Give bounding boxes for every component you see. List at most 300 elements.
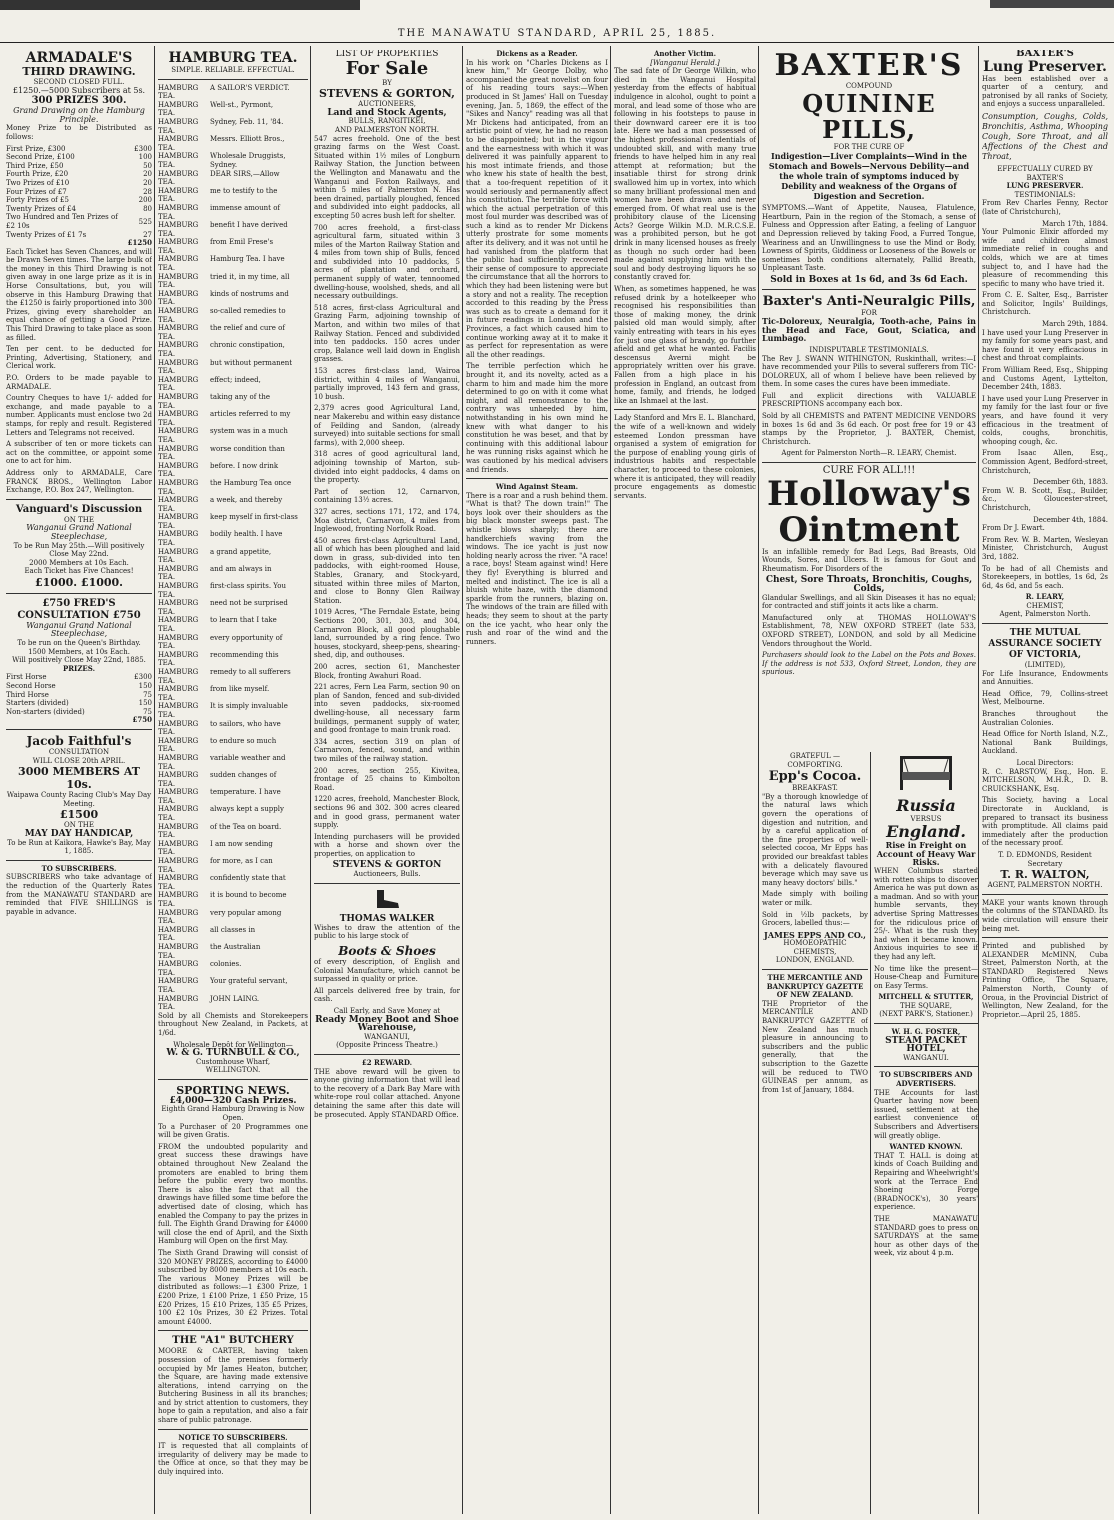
russia-text: WHEN Columbus started with rotten ships to discover America he was put down as a madman. And so with your humble servants, they advertise Spring Mattresses for the ridiculous price of 25/-. What is the rush they had when it became known. Anxious inquiries to see if they had any left. [874,866,978,961]
hamburg-text: to sailors, who have [210,719,281,728]
vanguard-date: To be Run May 25th.—Will positively Close May 22nd. [13,541,145,559]
hamburg-prefix: HAMBURG TEA. [158,478,199,496]
hamburg-prefix: HAMBURG TEA. [158,375,199,393]
fred-heading: £750 FRED'S CONSULTATION £750 [17,597,141,621]
property-item: 518 acres, first-class Agricultural and Grazing Farm, adjoining township of Marton, and within two miles of that Railway Station. Fenced and subdivided into ten paddocks. 150 acres under crop, Balance well laid down in English grasses. [314,303,460,364]
hamburg-line [158,634,308,651]
property-item: 700 acres freehold, a first-class agricultural farm, situated within 3 miles of the Marton Railway Station and 4 miles from town ship of Bulls, fenced and subdivided into 10 paddocks, 5 acres of plantation and orchard, permanent supply of water, tennoomed dwelling-house, woolshed, sheds, and all necessary outbuildings. [314,223,460,301]
hamburg-text: taking any of the [210,392,271,401]
wellington: WELLINGTON. [205,1066,261,1075]
prize-value: 20 [143,170,152,179]
intending: Intending purchasers will be provided with a horse and shown over the properties, on application to [314,832,460,858]
consumption: Consumption, Coughs, Colds, Bronchitis, Asthma, Whooping Cough, Sore Throat, and all Affections of the Chest and Throat, [982,111,1108,161]
hamburg-line [158,668,308,685]
another-heading: Another Victim. [653,50,717,58]
fred-race: Wanganui Grand National Steeplechase, [26,620,132,639]
hamburg-line [158,410,308,427]
prize-row [6,145,152,154]
hamburg-text: Your grateful servant, [210,977,288,986]
prize-total: £1250 [127,238,152,248]
purch: Purchasers should look to the Label on the Pots and Boxes. If the address is not 533, Oxford Street, London, they are spurious. [762,651,976,677]
hamburg-text: of the Tea on board. [210,822,282,831]
breakfast: BREAKFAST. [792,784,838,793]
property-item: 547 acres freehold. One of the best grazing farms on the West Coast. Situated within 1½ miles of Longburn Railway Station, the Junction between the Wellington and Manawatu and the Wanganui and Foxton Railways, and within 5 miles of Palmerston N. Has been drained, partially ploughed, fenced and subdivided into eight paddocks, all excepting 50 acres bush left for shelter. [314,134,460,220]
hamburg-prefix: HAMBURG TEA. [158,633,199,651]
hamburg-line [158,359,308,376]
hamburg-prefix: HAMBURG TEA. [158,736,199,754]
local: Local Directors: [1016,759,1074,767]
prize-row [6,162,152,171]
hamburg-text: sudden changes of [210,771,277,780]
hamburg-text: remedy to all sufferers [210,667,291,676]
hamburg-text: worse condition than [210,444,285,453]
hamburg-text: the Hamburg Tea once [210,478,292,487]
fred-date: To be run on the Queen's Birthday. [17,639,141,648]
prize-label: Forty Prizes of £5 [6,196,69,205]
walker-text: Wishes to draw the attention of the public to his large stock of [314,923,460,941]
sold-chem: Sold by all CHEMISTS and PATENT MEDICINE VENDORS in boxes 1s 6d and 3s 6d each. Or post free for 19 or 43 stamps by the Proprietor, J. BAXTER, Chemist, Christchurch. [762,412,976,446]
prize-label: Fourth Prize, £20 [6,170,69,179]
hamburg-text: tried it, in my time, all [210,272,290,281]
made: Made simply with boiling water or milk. [762,890,868,907]
property-item: Part of section 12, Carnarvon, containing 13½ acres. [314,487,460,505]
prize-label: First Prize, £300 [6,144,66,153]
hamburg-line [158,445,308,462]
hamburg-line [158,479,308,496]
jacob-heading: Jacob Faithful's [26,734,132,748]
property-list [314,135,460,830]
hamburg-text: all classes in [210,925,256,934]
hamburg-line [158,187,308,204]
ink-blot [990,0,1114,8]
second-closed: SECOND CLOSED FULL. [33,78,125,86]
third-drawing: THIRD DRAWING. [22,65,136,78]
date5: December 4th, 1884. [1033,515,1108,524]
hamburg-prefix: HAMBURG TEA. [158,547,199,565]
hamburg-text: temperature. I have [210,788,281,797]
hamburg-line [158,496,308,513]
hamburg-text: Well-st., Pyrmont, [210,100,274,109]
hamburg-text: I am now sending [210,839,273,848]
sold-boxes: Sold in Boxes at 1s 6d, and 3s 6d Each. [770,274,968,285]
hamburg-text: effect; indeed, [210,375,261,384]
column-2 [158,50,308,1512]
holl-text2: Glandular Swellings, and all Skin Diseases it has no equal; for contracted and stiff joints it acts like a charm. [762,593,976,611]
hamburg-prefix: HAMBURG TEA. [158,805,199,823]
lung-text: Has been established over a quarter of a century, and patronised by all ranks of Society, and enjoys a success unparalleled. [982,74,1108,109]
boot-icon [314,888,460,913]
sporting-note: Eighth Grand Hamburg Drawing is Now Open. [161,1105,305,1123]
prize-row [6,682,152,691]
reward-heading: £2 REWARD. [361,1057,413,1067]
all-parcels: All parcels delivered free by train, for cash. [314,986,460,1004]
standard-heading: Lady Stanford and Mrs E. L. Blanchard, [614,414,756,423]
hamburg-line [158,221,308,238]
jacob-amount: £1500 [59,808,99,822]
hamburg-prefix: HAMBURG TEA. [158,994,199,1012]
hamburg-line [158,118,308,135]
hamburg-prefix: HAMBURG TEA. [158,925,199,943]
effectually: EFFECTUALLY CURED BY [997,164,1093,173]
prize-label: Second Horse [6,682,56,691]
prize-value: 100 [138,153,152,162]
for-cure: FOR THE CURE OF [833,142,905,151]
hamburg-line [158,857,308,874]
hamburg-prefix: HAMBURG TEA. [158,788,199,805]
hamburg-line [158,840,308,857]
make-wants: MAKE your wants known through the columns of the STANDARD. Its wide circulation will ensure their being met. [982,898,1108,933]
standard-text: the wife of a well-known and widely esteemed London pressman have organised a system of emigration for the purpose of enabling young girls of industrious habits and respectable character, to proceed to these colonies, where it is anticipated, they will readily procure engagements as domestic servants. [614,422,756,500]
hamburg-prefix: HAMBURG TEA. [158,942,199,960]
prize-value: 20 [143,178,152,187]
wanted-text: THAT T. HALL is doing at kinds of Coach Building and Repairing and Wheelwright's work at the Terrace End Shoeing Forge (BRADNOCK's), 30 years' experience. [874,1151,978,1212]
column-1 [6,50,152,1512]
hamburg-prefix: HAMBURG TEA. [158,857,199,874]
prize-row [6,213,152,230]
from2: From C. E. Salter, Esq., Barrister and Solicitor, Ingils' Buildings, Christchurch. [982,291,1108,317]
hamburg-prefix: HAMBURG TEA. [158,822,199,840]
forsale-heading: For Sale [345,57,429,79]
epps-text: "By a thorough knowledge of the natural laws which govern the operations of digestion and nutrition, and by a careful application of the fine properties of well-selected cocoa, Mr Epps has provided our breakfast tables with a delicately flavoured beverage which may save us many heavy doctors' bills." [762,792,868,887]
ai-text: MOORE & CARTER, having taken possession of the premises formerly occupied by Mr James Heaton, butcher, the Square, are having made extensive alterations, intend carrying on the Butchering Business in all its branches; and by strict attention to customers, they hope to gain a reputation, and also a fair share of public patronage. [158,1347,308,1425]
prize-label: Third Prize, £50 [6,161,64,170]
hamburg-prefix: HAMBURG TEA. [158,891,199,908]
another-text: When, as sometimes happened, he was refused drink by a hotelkeeper who recognised his responsibilities than those of making money, the drink palsied old man would simply, after vainly entreating with tears in his eyes for just one glass of brandy, go further afield and get what he wanted. Facilis descensus Averni might be appropriately written over his grave. Fallen from a high place in his profession in England, an outcast from home, family, and friends, he lodged like an Ishmael at the last. [614,285,756,405]
prize-label: First Horse [6,673,47,682]
hamburg-text: DEAR SIRS,—Allow [210,169,280,178]
property-item: 1019 Acres, "The Ferndale Estate, being Sections 200, 301, 303, and 304, Carnarvon Block, all good ploughable land, surrounded by a ring fence. Two houses, stockyard, sheep-pens, shearing-shed, dip, and outhouses. [314,608,460,660]
sporting-text: FROM the undoubted popularity and great success these drawings have obtained throughout New Zealand the promoters are enabled to bring them before the public every two months. There is also the fact that all the drawings have filled some time before the advertised date of closing, which has enabled the Company to pay the prizes in full. The Eighth Grand Drawing for £4000 will close the end of April, and the Sixth Hamburg will Open on the first May. [158,1142,308,1246]
hamburg-prefix: HAMBURG TEA. [158,152,199,169]
fred-members: 1500 Members, at 10s Each. [28,647,130,656]
hamburg-line [158,960,308,977]
square: THE SQUARE, [900,1001,952,1010]
walker: THOMAS WALKER [339,914,435,925]
hamburg-prefix: HAMBURG TEA. [158,444,199,462]
agentp: Agent, Palmerston North. [999,610,1091,619]
testi1: Your Pulmonic Elixir afforded my wife and children almost immediate relief in coughs and colds, which we are at times subject to, and I have had the pleasure of recommending this specific to many who have tried it. [982,228,1108,288]
cure-all: CURE FOR ALL!!! [822,465,916,477]
prize-label: Second Prize, £100 [6,153,75,162]
hamburg-text: but without permanent [210,358,293,367]
auctioneers: AUCTIONEERS, [358,100,416,109]
baxters: BAXTER'S [1016,50,1074,59]
hamburg-prefix: HAMBURG TEA. [158,530,199,548]
hamburg-line [158,926,308,943]
prize-label: Third Horse [6,690,49,699]
prize-value: £300 [134,673,152,682]
hamburg-line [158,170,308,187]
hamburg-line [158,427,308,444]
jacob-sub: CONSULTATION [48,748,110,756]
prize-table [6,145,152,248]
steam: STEAM PACKET HOTEL, [885,1035,967,1055]
hamburg-text: chronic constipation, [210,341,285,350]
society-text: This Society, having a Local Directorate in Auckland, is prepared to transact its business with promptitude. All claims paid immediately after the production of the necessary proof. [982,796,1108,848]
hamburg-line [158,891,308,908]
quinine-heading: QUININE PILLS, [802,88,936,144]
epps-heading: Epp's Cocoa. [768,769,862,785]
hamburg-line [158,823,308,840]
hamburg-text: the Australian [210,942,261,951]
hamburg-text: JOHN LAING. [210,994,260,1003]
date2: March 29th, 1884. [1041,320,1108,329]
jacob-members: 3000 MEMBERS AT 10s. [18,765,140,792]
column-5 [614,50,756,1512]
vanguard-heading: Vanguard's Discussion [15,503,143,515]
hamburg-prefix: HAMBURG TEA. [158,289,199,307]
limited: (LIMITED), [1024,661,1066,670]
hamburg-prefix: HAMBURG TEA. [158,117,199,135]
date1: March 17th, 1884. [1041,219,1108,228]
hamburg-text: to learn that I take [210,616,277,625]
hamburg-prefix: HAMBURG TEA. [158,650,199,668]
prize-total-row [6,716,152,725]
hamburg-text: before. I now drink [210,461,279,470]
hamburg-line [158,995,308,1012]
prize-value: 75 [143,690,152,699]
hamburg-line [158,788,308,805]
london: LONDON, ENGLAND. [775,956,855,965]
jacob-run: To be Run at Kaikora, Hawke's Bay, May 1, 1885. [7,838,151,856]
hamburg-prefix: HAMBURG TEA. [158,753,199,771]
hamburg-prefix: HAMBURG TEA. [158,221,199,238]
property-item: 221 acres, Fern Lea Farm, section 90 on plan of Sandon, fenced and sub-divided into seven paddocks, six-roomed dwelling-house, all necessary farm buildings, permanent supply of water, and good frontage to main trunk road. [314,683,460,735]
prize-label: Starters (divided) [6,699,69,708]
masthead [0,0,1114,39]
hamburg-prefix: HAMBURG TEA. [158,341,199,358]
printed: Printed and published by ALEXANDER McMINN, Cuba Street, Palmerston North, at the STANDARD Registered News Printing Office, The Square, Palmerston North, County of Oroua, in the Provincial District of Wellington, New Zealand, for the Proprietor.—April 25, 1885. [982,942,1108,1019]
opposite: (Opposite Princess Theatre.) [336,1041,438,1050]
list-heading: LIST OF PROPERTIES [335,50,439,59]
testi2: I have used your Lung Preserver in my family for some years past, and have found it very efficacious in chest and throat complaints. [982,328,1108,363]
reward-text: THE above reward will be given to anyone giving information that will lead to the recovery of a Dark Bay Mare with white-rope roul collar attached. Anyone detaining the same after this date will be prosecuted. Apply STANDARD Office. [314,1067,460,1119]
hamburg-line [158,84,308,101]
property-item: 450 acres first-class Agricultural Land, all of which has been ploughed and laid down in grass, sub-divided into ten paddocks, with eight-roomed House, Stables, Granary, and Stock-yard, situated within three miles of Marton, and close to Bonny Glen Railway Station. [314,536,460,605]
prize-row [6,188,152,197]
tobehad: To be had of all Chemists and Storekeepers, in bottles, 1s 6d, 2s 6d, 4s 6d, and 5s each. [982,564,1108,590]
column-6b [762,752,868,1512]
hamburg-text: from like myself. [210,685,270,694]
hamburg-text: articles referred to my [210,410,291,419]
hamburg-line [158,943,308,960]
baxters2: BAXTER'S [1026,173,1064,182]
holloway-heading: Holloway's Ointment [767,473,971,550]
agent: Agent for Palmerston North—R. LEARY, Chemist. [781,449,957,458]
column-3 [314,50,460,1512]
prize-total-row [6,239,152,248]
prize-label: Non-starters (divided) [6,707,85,716]
for-life: For Life Insurance, Endowments and Annuities. [982,669,1108,687]
lung-heading: Lung Preserver. [983,58,1107,75]
column-4 [466,50,608,1512]
another-source: [Wanganui Herald.] [650,58,720,67]
property-item: 327 acres, sections 171, 172, and 174, Moa district, Carnarvon, 4 miles from Inglewood, fronting Norfolk Road. [314,507,460,534]
fred-prizes-heading: PRIZES. [62,663,96,673]
address: Address only to ARMADALE, Care FRANCK BROS., Wellington Labor Exchange, P.O. Box 247, Wellington. [6,468,152,495]
sporting-lead: To a Purchaser of 20 Programmes one will be given Gratis. [158,1122,308,1140]
hamburg-prefix: HAMBURG TEA. [158,272,199,290]
hamburg-prefix: HAMBURG TEA. [158,874,199,891]
vanguard-chances: Each Ticket has Five Chances! [24,567,134,576]
sporting-heading: SPORTING NEWS. [176,1083,290,1097]
hamburg-line [158,737,308,754]
chest: Chest, Sore Throats, Bronchitis, Coughs, Colds, [765,575,973,594]
no-time: No time like the present—House-Cheap and Furniture on Easy Terms. [874,964,978,990]
prize-row [6,691,152,700]
for: FOR [861,308,877,317]
hamburg-text: to endure so much [210,736,277,745]
land-agents: Land and Stock Agents, [327,107,447,118]
hamburg-text: a grand appetite, [210,547,272,556]
homeo: HOMOEOPATHIC CHEMISTS, [783,939,847,956]
james: JAMES EPPS AND CO., [764,929,866,940]
column-6-top [762,50,976,750]
boots-text: of every description, of English and Colonial Manufacture, which cannot be surpassed in quality or price. [314,958,460,984]
hamburg-text: system was in a much [210,427,288,436]
hamburg-line [158,307,308,324]
prize-value: £300 [134,144,152,153]
subscribers-heading: TO SUBSCRIBERS. [41,863,117,873]
hamburg-text: Sydney, Feb. 11, '84. [210,117,284,126]
property-item: 318 acres of good agricultural land, adjoining township of Marton, sub-divided into eight paddocks, 4 dams on the property. [314,450,460,485]
property-item: 200 acres, section 61, Manchester Block, fronting Awahuri Road. [314,663,460,680]
branches: Branches throughout the Australian Colonies. [982,710,1108,727]
merc-text: THE Proprietor of the MERCANTILE AND BANKRUPTCY GAZETTE of New Zealand has much pleasure in announcing to subscribers and the public generally, that the subscription to the Gazette will be reduced to TWO GUINEAS per annum, as from 1st of January, 1884. [762,999,868,1094]
prize-row [6,153,152,162]
subscribers-line: £1250.—5000 Subscribers at 5s. [12,85,146,95]
prize-value: 28 [143,187,152,196]
prize-label: Twenty Prizes of £4 [6,204,76,213]
from4: From Isaac Allen, Esq., Commission Agent, Bedford-street, Christchurch, [982,449,1108,475]
prize-label: Twenty Prizes of £1 7s [6,230,87,239]
prize-row [6,196,152,205]
hamburg-prefix: HAMBURG TEA. [158,771,199,788]
prize-row [6,205,152,214]
hamburg-text: colonies. [210,960,242,969]
hamburg-text: from Emil Frese's [210,238,274,247]
hamburg-prefix: HAMBURG TEA. [158,839,199,857]
england: England. [886,822,966,842]
symptoms: SYMPTOMS.—Want of Appetite, Nausea, Flatulence, Heartburn, Pain in the region of the Stomach, a sense of Fulness and Oppression after Eating, a feeling of Languor and Depression relieved by taking Food, a Furred Tongue, Weariness and an Unwillingness to use the Mind or Body, Lowness of Spirits, Giddiness or Looseness of the Bowels or sometimes both conditions alternately, Pallid Breath, Unpleasant Taste. [762,204,976,273]
from1: From Rev Charles Fenny, Rector (late of Christchurch), [982,199,1108,216]
hamburg-prefix: HAMBURG TEA. [158,392,199,410]
compound: COMPOUND [845,82,893,90]
bulls: BULLS, RANGITIKEI, [348,117,426,126]
wind-text: There is a roar and a rush behind them. "What is that? The down train!" The boys look over their shoulders as the big black monster sweeps past. The whistle blows sharply; there are handkerchiefs waving from the windows. The ice yacht is just now holding nearly across the river. "A race! a race, boys! Steam against wind! Here they fly! Everything is blurred and melted and indistinct. The ice is all a bluish white haze, with the diamond sparkle from the runners, blazing on. The windows of the train are filled with heads; they seem to shout at the party on the ice yacht, who hear only the rush and roar of the wind and the runners. [466,491,608,646]
hamburg-prefix: HAMBURG TEA. [158,238,199,255]
testi3: I have used your Lung Preserver in my family for the last four or five years, and have found it very efficacious in the treatment of colds, coughs, bronchitis, whooping cough, &c. [982,394,1108,446]
head-nz: Head Office for North Island, N.Z., National Bank Buildings, Auckland. [982,730,1108,756]
hamburg-text: recommending this [210,650,279,659]
hamburg-prefix: HAMBURG TEA. [158,685,199,702]
hamburg-text: so-called remedies to [210,307,286,316]
column-6c [874,752,978,1512]
hamburg-text: kinds of nostrums and [210,289,289,298]
prize-value: 525 [138,217,152,226]
prize-row [6,699,152,708]
wanted: WANTED KNOWN. [889,1142,963,1152]
notice-heading: NOTICE TO SUBSCRIBERS. [178,1432,288,1442]
boots: Boots & Shoes [338,944,436,959]
hamburg-prefix: HAMBURG TEA. [158,203,199,221]
property-item: 1220 acres, freehold, Manchester Block, sections 96 and 302. 300 acres cleared and in good grass, permanent water supply. [314,795,460,830]
hamburg-heading: HAMBURG TEA. [168,50,298,66]
prize-value: 75 [143,707,152,716]
stevens-gorton-2: STEVENS & GORTON [332,860,442,871]
vanguard-race: Wanganui Grand National Steeplechase, [26,523,132,541]
wind-heading: Wind Against Steam. [495,482,579,492]
prize-value: 150 [138,682,152,691]
hamburg-text: Messrs. Elliott Bros., [210,135,285,144]
para: Each Ticket has Seven Chances, and will be Drawn Seven times. The large bulk of the money in this Third Drawing is not given away in one large prize as it is in Horse Consultations, but, you will observe in this Hamburg Drawing that the £1250 is fairly proportioned into 300 Prizes, giving every shareholder an equal chance of getting a Good Prize. This Third Drawing to take place as soon as filled. [6,247,152,342]
hamburg-prefix: HAMBURG TEA. [158,599,199,616]
hamburg-prefix: HAMBURG TEA. [158,719,199,737]
column-7 [982,50,1108,1512]
hamburg-text: and am always in [210,564,272,573]
hamburg-text: the relief and cure of [210,324,285,333]
notice-text: IT is requested that all complaints of irregularity of delivery may be made to the Office at once, so that they may be duly inquired into. [158,1442,308,1477]
hamburg-text: variable weather and [210,753,286,762]
hamburg-prefix: HAMBURG TEA. [158,667,199,685]
prize-value: 200 [138,196,152,205]
hamburg-prefix: HAMBURG TEA. [158,702,199,719]
hamburg-prefix: HAMBURG TEA. [158,169,199,187]
russia: Russia [896,795,956,815]
para: Country Cheques to have 1/- added for exchange, and made payable to a number. Applicants must enclose two 2d stamps, for reply and result. Registered Letters and Telegrams not received. [6,394,152,437]
hamburg-line [158,462,308,479]
versus: VERSUS [910,814,942,823]
hamburg-line [158,393,308,410]
hamburg-text: first-class spirits. You [210,582,287,591]
hamburg-text: very popular among [210,908,282,917]
dickens-text: In his work on "Charles Dickens as I knew him," Mr George Dolby, who accompanied the great novelist on four of his reading tours says:—When produced in St James' Hall on Tuesday evening, Jan. 5, 1869, the effect of the "Sikes and Nancy" reading was all that Mr Dickens had anticipated, from an artistic point of view, he had no reason to be disappointed; but in the vigour and the earnestness with which it was delivered it was painfully apparent to his most intimate friends, and those who knew his state of health the best, that a too-frequent repetition of it would seriously and permanently affect his constitution. The terrible force with which the actual perpetration of this most foul murder was described was of such a kind as to render Mr Dickens utterly prostrate for some moments after its delivery, and it was not until he had vanished from the platform that the public had sufficiently recovered their sense of composure to appreciate the circumstance that all the horrors to which they had been listening were but a story and not a reality. The reception accorded to this reading by the Press was such as to create a demand for it in future readings in London and the Provinces, a fact which caused him to continue working away at it to make it as perfect for representation as were all the other readings. [466,58,608,359]
mitchell: MITCHELL & STUTTER, [878,992,974,1002]
hamburg-line [158,599,308,616]
vanguard-sub: ON THE [64,515,94,524]
hamburg-text: keep myself in first-class [210,513,298,522]
hamburg-text: A SAILOR'S VERDICT. [210,83,290,92]
foster: W. H. G. FOSTER, [891,1027,961,1037]
standard-note: THE MANAWATU STANDARD goes to press on SATURDAYS at the same hour as other days of the week, viz about 4 p.m. [874,1214,978,1258]
subscribers-text: SUBSCRIBERS who take advantage of the reduction of the Quarterly Rates from the MANAWATU STANDARD are reminded that FIVE SHILLINGS is payable in advance. [6,873,152,916]
hamburg-line [158,616,308,633]
hamburg-line [158,720,308,737]
prize-row [6,179,152,188]
fred-close: Will positively Close May 22nd, 1885. [12,656,146,665]
hamburg-text: a week, and thereby [210,496,283,505]
armadale-heading: ARMADALE'S [25,50,133,66]
hamburg-text: immense amount of [210,203,281,212]
hamburg-line [158,702,308,719]
hamburg-line [158,513,308,530]
hamburg-prefix: HAMBURG TEA. [158,496,199,513]
prize-value: 50 [143,161,152,170]
hamburg-line [158,204,308,221]
tic: Tic-Doloreux, Neuralgia, Tooth-ache, Pains in the Head and Face, Gout, Sciatica, and Lumbago. [762,316,976,344]
hamburg-line [158,685,308,702]
hamburg-prefix: HAMBURG TEA. [158,83,199,101]
hamburg-text: always kept a supply [210,805,284,814]
hamburg-prefix: HAMBURG TEA. [158,977,199,994]
head-office: Head Office, 79, Collins-street West, Melbourne. [982,689,1108,707]
customhouse: Customhouse Wharf, [195,1057,271,1066]
hamburg-text: Wholesale Druggists, Sydney. [210,152,286,169]
another-text: The sad fate of Dr George Wilkin, who died in the Wanganui Hospital yesterday from the effects of habitual indulgence in alcohol, ought to point a moral, and lead some of those who are following in his footsteps to pause in their downward career ere it is too late. Here we had a man possessed of the highest professional credentials of undoubted skill, and with many true friends to have helped him in any real attempt at reformation; but the insatiable thirst for strong drink swallowed him up in vortex, into which so many brilliant professional men and women have been drawn and never emerged from. Of what real use is the prohibitory clause of the Licensing Acts? George Wilkin M.D. M.R.C.S.E. was a prohibited person, but he got drink in many licensed houses as freely as though no such order had been made against supplying him with the soul and body destroying liquors he so constantly craved for. [614,67,756,282]
full-exp: Full and explicit directions with VALUABLE PRESCRIPTIONS accompany each box. [762,391,976,409]
hamburg-text: Hamburg Tea. I have [210,255,285,264]
indigestion: Indigestion—Liver Complaints—Wind in the Stomach and Bowels—Nervous Debility—and the whole train of symptoms induced by Debility and weakness of the Organs of Digestion and Secretion. [768,151,970,202]
